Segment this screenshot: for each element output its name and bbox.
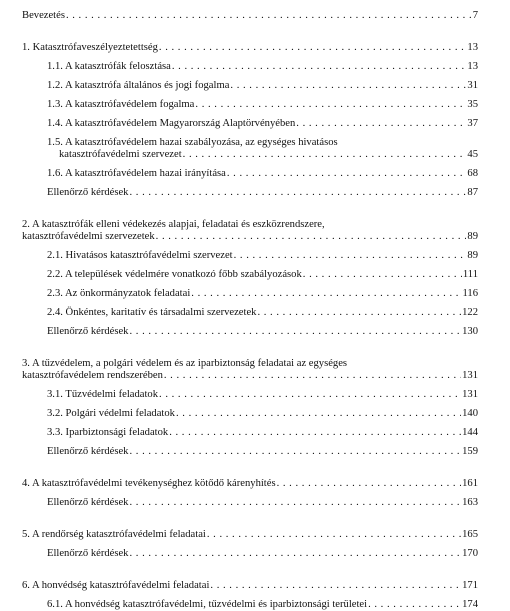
leader-dots bbox=[169, 427, 461, 439]
toc-entry-page: 131 bbox=[462, 370, 478, 381]
leader-dots bbox=[277, 478, 462, 490]
toc-entry bbox=[22, 307, 478, 319]
toc-entry-page: 122 bbox=[462, 307, 478, 318]
toc-entry bbox=[22, 219, 478, 243]
toc-entry bbox=[22, 269, 478, 281]
toc-entry bbox=[22, 497, 478, 509]
toc-entry-label: 1.6. A katasztrófavédelem hazai irányítása bbox=[47, 168, 226, 179]
leader-dots bbox=[296, 118, 466, 130]
toc-entry-page: 13 bbox=[467, 61, 478, 72]
toc-entry bbox=[22, 580, 478, 592]
toc-entry-page: 7 bbox=[472, 10, 478, 21]
toc-entry-label: 2.4. Önkéntes, karitatív és társadalmi szervezetek bbox=[47, 307, 257, 318]
leader-dots bbox=[159, 42, 467, 54]
toc-entry bbox=[22, 288, 478, 300]
toc-entry-label: 2.1. Hivatásos katasztrófavédelmi szervezet bbox=[47, 250, 233, 261]
toc-entry-label: Ellenőrző kérdések bbox=[47, 326, 129, 337]
toc-entry bbox=[22, 389, 478, 401]
leader-dots bbox=[176, 408, 461, 420]
leader-dots bbox=[191, 288, 461, 300]
leader-dots bbox=[129, 446, 461, 458]
toc-entry-page: 165 bbox=[462, 529, 478, 540]
toc-entry-page: 35 bbox=[467, 99, 478, 110]
leader-dots bbox=[183, 149, 467, 161]
toc-entry-label: 1.2. A katasztrófa általános és jogi fogalma bbox=[47, 80, 230, 91]
toc-entry bbox=[22, 61, 478, 73]
toc-entry bbox=[22, 529, 478, 541]
toc-entry bbox=[22, 99, 478, 111]
toc-entry-page: 45 bbox=[467, 149, 478, 160]
leader-dots bbox=[129, 548, 461, 560]
toc-entry-page: 68 bbox=[467, 168, 478, 179]
toc-entry-page: 140 bbox=[462, 408, 478, 419]
toc-entry-page: 89 bbox=[467, 250, 478, 261]
toc-entry-page: 31 bbox=[467, 80, 478, 91]
toc-entry-page: 13 bbox=[467, 42, 478, 53]
leader-dots bbox=[172, 61, 467, 73]
toc-entry-label: 2.3. Az önkormányzatok feladatai bbox=[47, 288, 191, 299]
toc-entry bbox=[22, 427, 478, 439]
leader-dots bbox=[368, 599, 461, 611]
toc-entry-label: 5. A rendőrség katasztrófavédelmi feladatai bbox=[22, 529, 206, 540]
toc-entry-page: 37 bbox=[467, 118, 478, 129]
leader-dots bbox=[129, 497, 461, 509]
toc-entry-label: Ellenőrző kérdések bbox=[47, 446, 129, 457]
toc-entry-page: 171 bbox=[462, 580, 478, 591]
leader-dots bbox=[66, 10, 472, 22]
toc-entry-first-line: 3. A tűzvédelem, a polgári védelem és az iparbiztonság feladatai az egységes bbox=[22, 358, 348, 369]
leader-dots bbox=[257, 307, 461, 319]
toc-entry-label: 6.1. A honvédség katasztrófavédelmi, tűzvédelmi és iparbiztonsági területei bbox=[47, 599, 368, 610]
leader-dots bbox=[129, 326, 461, 338]
toc-entry bbox=[22, 10, 478, 22]
toc-entry-label: katasztrófavédelmi szervezetek bbox=[22, 231, 155, 242]
toc-entry-label: katasztrófavédelmi szervezet bbox=[59, 149, 182, 160]
leader-dots bbox=[227, 168, 467, 180]
toc-entry bbox=[22, 599, 478, 611]
toc-entry-page: 144 bbox=[462, 427, 478, 438]
toc-entry bbox=[22, 358, 478, 382]
toc-entry-first-line: 1.5. A katasztrófavédelem hazai szabályozása, az egységes hivatásos bbox=[47, 137, 338, 148]
toc-entry bbox=[22, 326, 478, 338]
leader-dots bbox=[207, 529, 461, 541]
leader-dots bbox=[234, 250, 467, 262]
toc-entry bbox=[22, 408, 478, 420]
toc-entry-label: katasztrófavédelem rendszerében bbox=[22, 370, 163, 381]
toc-entry-page: 130 bbox=[462, 326, 478, 337]
toc-entry bbox=[22, 42, 478, 54]
leader-dots bbox=[156, 231, 467, 243]
toc-entry-label: Ellenőrző kérdések bbox=[47, 497, 129, 508]
toc-entry bbox=[22, 168, 478, 180]
toc-entry-label: Ellenőrző kérdések bbox=[47, 187, 129, 198]
toc-entry bbox=[22, 137, 478, 161]
toc-entry-page: 159 bbox=[462, 446, 478, 457]
toc-entry bbox=[22, 118, 478, 130]
leader-dots bbox=[159, 389, 461, 401]
toc-entry-label: 4. A katasztrófavédelmi tevékenységhez kötődő kárenyhítés bbox=[22, 478, 276, 489]
toc-entry-label: 1. Katasztrófaveszélyeztetettség bbox=[22, 42, 158, 53]
toc-entry-page: 161 bbox=[462, 478, 478, 489]
toc-entry-label: Ellenőrző kérdések bbox=[47, 548, 129, 559]
toc-entry bbox=[22, 187, 478, 199]
toc-entry-page: 131 bbox=[462, 389, 478, 400]
toc-entry bbox=[22, 80, 478, 92]
toc-entry-page: 163 bbox=[462, 497, 478, 508]
toc-entry-page: 116 bbox=[462, 288, 478, 299]
toc-entry-label: 3.1. Tűzvédelmi feladatok bbox=[47, 389, 159, 400]
toc-entry-label: 3.2. Polgári védelmi feladatok bbox=[47, 408, 175, 419]
toc-entry bbox=[22, 446, 478, 458]
leader-dots bbox=[195, 99, 466, 111]
toc-entry-page: 89 bbox=[467, 231, 478, 242]
toc-entry-label: 1.3. A katasztrófavédelem fogalma bbox=[47, 99, 195, 110]
leader-dots bbox=[210, 580, 461, 592]
toc-entry-page: 111 bbox=[462, 269, 478, 280]
leader-dots bbox=[164, 370, 461, 382]
toc-entry-label: 1.1. A katasztrófák felosztása bbox=[47, 61, 171, 72]
leader-dots bbox=[129, 187, 466, 199]
toc-entry bbox=[22, 250, 478, 262]
leader-dots bbox=[230, 80, 466, 92]
toc-entry-label: Bevezetés bbox=[22, 10, 65, 21]
toc-entry-label: 3.3. Iparbiztonsági feladatok bbox=[47, 427, 169, 438]
toc-entry-label: 6. A honvédség katasztrófavédelmi feladatai bbox=[22, 580, 210, 591]
toc-entry-label: 2.2. A települések védelmére vonatkozó főbb szabályozások bbox=[47, 269, 302, 280]
toc-entry-page: 87 bbox=[467, 187, 478, 198]
table-of-contents bbox=[22, 10, 478, 611]
toc-entry bbox=[22, 478, 478, 490]
toc-entry bbox=[22, 548, 478, 560]
toc-entry-page: 170 bbox=[462, 548, 478, 559]
toc-entry-page: 174 bbox=[462, 599, 478, 610]
toc-entry-first-line: 2. A katasztrófák elleni védekezés alapjai, feladatai és eszközrendszere, bbox=[22, 219, 325, 230]
toc-entry-label: 1.4. A katasztrófavédelem Magyarország Alaptörvényében bbox=[47, 118, 296, 129]
leader-dots bbox=[303, 269, 462, 281]
